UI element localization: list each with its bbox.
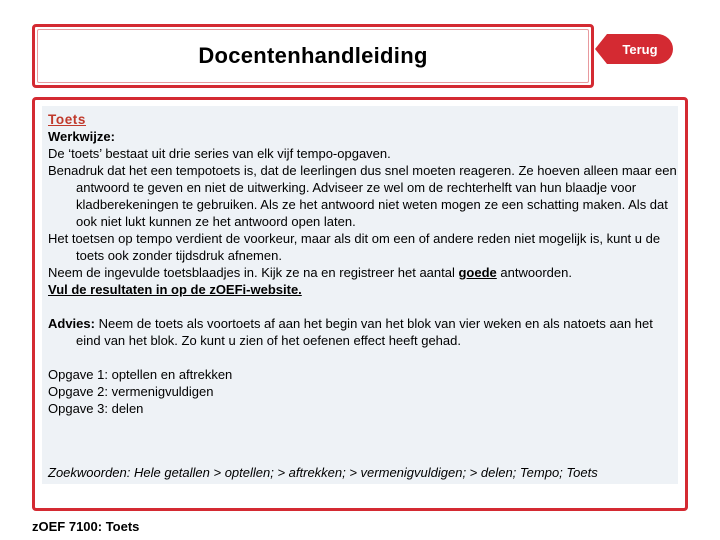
task-item: Opgave 1: optellen en aftrekken (48, 367, 233, 382)
task-item: Opgave 2: vermenigvuldigen (48, 384, 214, 399)
method-label: Werkwijze: (48, 129, 115, 144)
paragraph-4 (48, 264, 678, 281)
paragraph-3: Het toetsen op tempo verdient de voorkeur, maar als dit om een of andere reden niet mogelijk is, kunt u de toets ook zonder tijdsdruk afnemen. (48, 231, 661, 263)
content (48, 111, 678, 417)
advice-paragraph (48, 315, 678, 349)
footer-label: zOEF 7100: Toets (32, 519, 140, 534)
paragraph-4-end: antwoorden. (496, 265, 572, 280)
title-frame (32, 24, 594, 88)
section-heading: Toets (48, 112, 87, 127)
keywords: Zoekwoorden: Hele getallen > optellen; > aftrekken; > vermenigvuldigen; > delen; Tempo; Toets (48, 465, 598, 480)
task-item: Opgave 3: delen (48, 401, 144, 416)
advice-text: Neem de toets als voortoets af aan het begin van het blok van vier weken en als natoets aan het eind van het blok. Zo kunt u zien of het oefenen effect heeft gehad. (76, 316, 653, 348)
back-button[interactable] (607, 34, 673, 64)
page-title: Docentenhandleiding (198, 43, 428, 68)
advice-label: Advies: (48, 316, 95, 331)
paragraph-1: De ‘toets’ bestaat uit drie series van elk vijf tempo-opgaven. (48, 146, 391, 161)
paragraph-2: Benadruk dat het een tempotoets is, dat de leerlingen dus snel moeten reageren. Ze hoeven alleen maar een antwoord te geven en niet de uitwerking. Adviseer ze wel om de rechterhelft van hun blaadje voor kladberekeningen te gebruiken. Als ze het antwoord niet weten mogen ze een schatting maken. Als dat ook niet lukt kunnen ze het antwoord open laten. (48, 163, 677, 229)
back-button-label: Terug (622, 41, 658, 57)
paragraph-4-start: Neem de ingevulde toetsblaadjes in. Kijk ze na en registreer het aantal (48, 265, 459, 280)
website-instruction: Vul de resultaten in op de zOEFi-website. (48, 282, 302, 297)
paragraph-4-emphasis: goede (458, 265, 497, 280)
